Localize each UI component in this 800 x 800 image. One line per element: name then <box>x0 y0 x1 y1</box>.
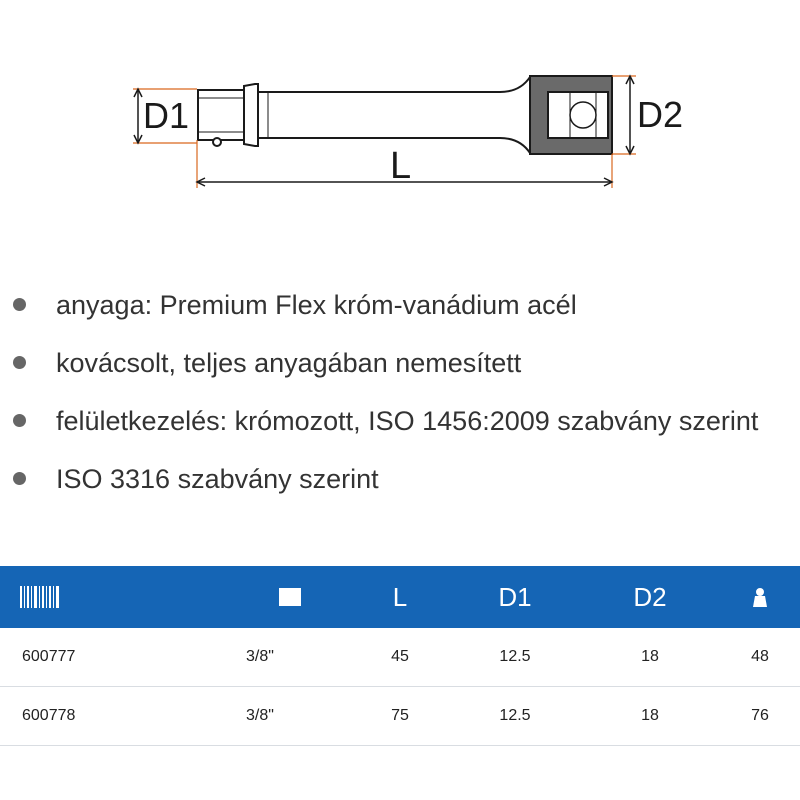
cell-drive: 3/8" <box>246 648 274 665</box>
cell-d2: 18 <box>641 707 659 724</box>
cell-article: 600777 <box>22 648 76 665</box>
d2-label: D2 <box>637 94 684 135</box>
feature-item <box>0 392 800 450</box>
feature-text: felületkezelés: krómozott, ISO 1456:2009 szabvány szerint <box>56 406 759 436</box>
column-header-article <box>0 586 230 608</box>
column-header-d1: D1 <box>498 581 532 612</box>
feature-item <box>0 450 800 508</box>
cell-d2: 18 <box>641 648 659 665</box>
column-header-drive <box>230 588 350 606</box>
socket-head <box>530 76 612 154</box>
bullet-icon <box>13 356 26 369</box>
bullet-icon <box>13 298 26 311</box>
cell-d1: 12.5 <box>499 707 531 724</box>
barcode-icon <box>20 586 60 608</box>
cell-weight: 48 <box>751 648 769 665</box>
column-header-d2: D2 <box>633 581 667 612</box>
column-header-l: L <box>392 581 408 612</box>
table-header <box>0 566 800 628</box>
l-label: L <box>390 145 412 187</box>
square-drive <box>198 90 244 146</box>
feature-item <box>0 276 800 334</box>
d2-dimension <box>612 76 636 154</box>
spec-table <box>0 566 800 746</box>
cell-l: 75 <box>391 707 409 724</box>
feature-text: kovácsolt, teljes anyagában nemesített <box>56 348 522 378</box>
bullet-icon <box>13 414 26 427</box>
feature-text: ISO 3316 szabvány szerint <box>56 464 379 494</box>
cell-weight: 76 <box>751 707 769 724</box>
feature-item <box>0 334 800 392</box>
table-row <box>0 687 800 746</box>
column-header-weight <box>720 587 800 607</box>
cell-article: 600778 <box>22 707 76 724</box>
square-drive-icon <box>279 588 301 606</box>
weight-icon <box>751 587 769 607</box>
cell-d1: 12.5 <box>499 648 531 665</box>
cell-drive: 3/8" <box>246 707 274 724</box>
feature-list <box>0 276 800 508</box>
bullet-icon <box>13 472 26 485</box>
technical-drawing <box>0 0 800 240</box>
cell-l: 45 <box>391 648 409 665</box>
d1-label: D1 <box>143 95 190 136</box>
table-row <box>0 628 800 687</box>
feature-text: anyaga: Premium Flex króm-vanádium acél <box>56 290 577 320</box>
extension-shaft <box>244 77 530 153</box>
